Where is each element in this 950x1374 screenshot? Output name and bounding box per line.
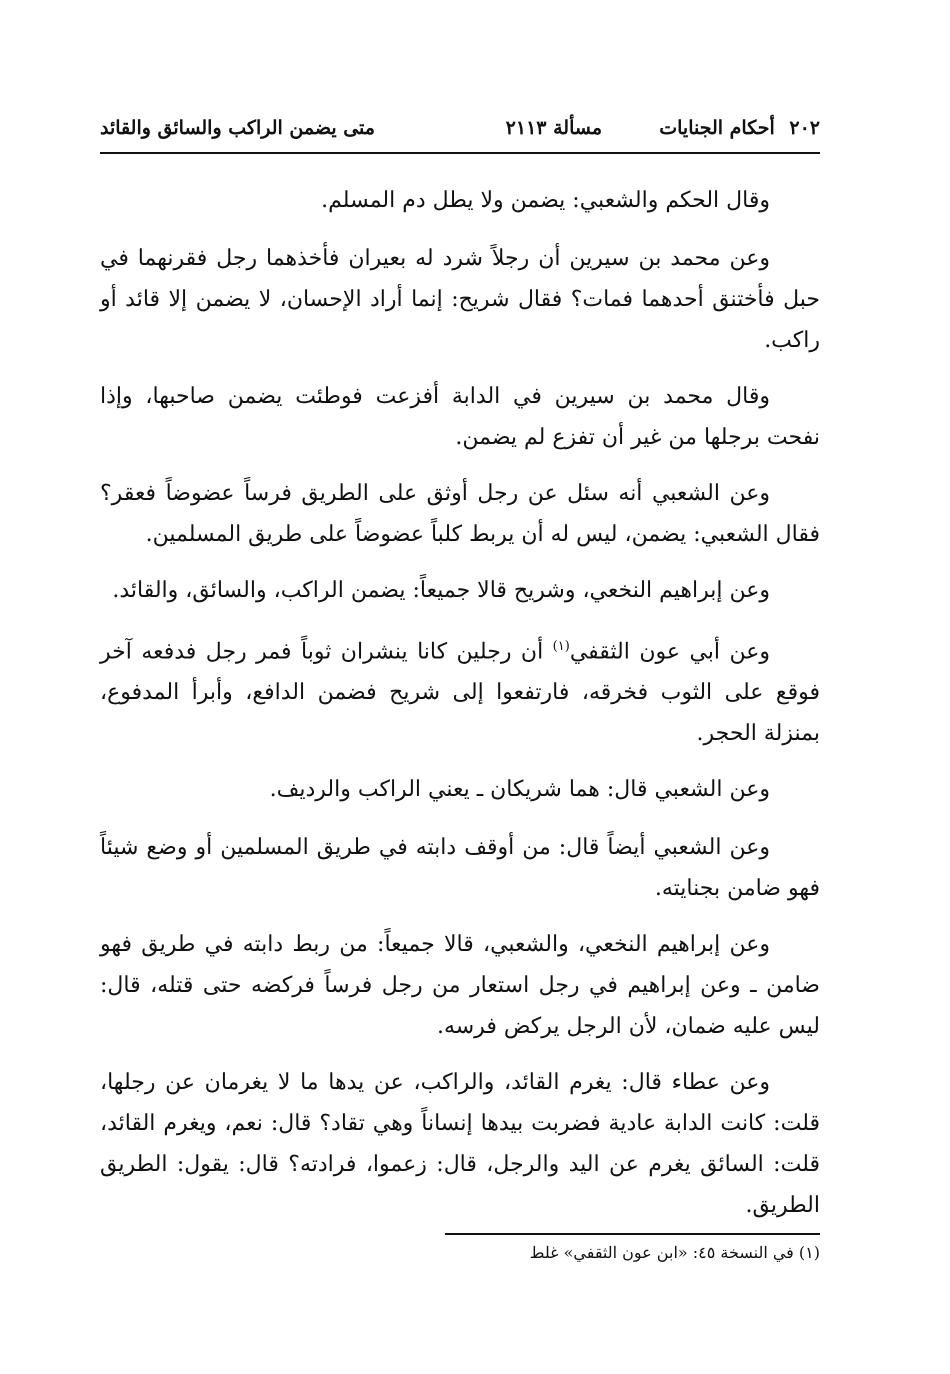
paragraph-with-footnote [100, 626, 820, 754]
paragraph: وعن إبراهيم النخعي، وشريح قالا جميعاً: يضمن الراكب، والسائق، والقائد. [112, 578, 770, 603]
issue-number: مسألة ٢١١٣ [505, 117, 602, 139]
paragraph: وعن الشعبي أنه سئل عن رجل أوثق على الطريق فرساً عضوضاً فعقر؟ فقال الشعبي: يضمن، ليس له أن يربط كلباً عضوضاً على طريق المسلمين. [100, 481, 820, 547]
paragraph: وقال الحكم والشعبي: يضمن ولا يطل دم المسلم. [321, 188, 770, 213]
paragraph: وعن الشعبي قال: هما شريكان ـ يعني الراكب والرديف. [269, 777, 770, 803]
running-header [100, 108, 820, 148]
book-title: أحكام الجنايات [659, 117, 775, 139]
paragraph-text-start: وعن أبي عون الثقفي [569, 639, 771, 665]
paragraph: وقال محمد بن سيرين في الدابة أفزعت فوطئت يضمن صاحبها، وإذا نفحت برجلها من غير أن تفزع لم يضمن. [100, 384, 820, 450]
chapter-topic: متى يضمن الراكب والسائق والقائد [100, 117, 375, 139]
paragraph: وعن عطاء قال: يغرم القائد، والراكب، عن يدها ما لا يغرمان عن رجلها، قلت: كانت الدابة عادية فضربت بيدها إنساناً وهي تقاد؟ قال: نعم، ويغرم القائد، قلت: السائق يغرم عن اليد والرجل، قال: زعموا، فرادته؟ قال: يقول: الطريق الطريق. [100, 1070, 820, 1219]
book-page [100, 108, 820, 1241]
paragraph-text-rest: أن رجلين كانا ينشران ثوباً فمر رجل فدفعه آخر فوقع على الثوب فخرقه، فارتفعوا إلى شريح فضمن الدافع، وأبرأ المدفوع، بمنزلة الحجر. [100, 639, 820, 747]
paragraph: وعن محمد بن سيرين أن رجلاً شرد له بعيران فأخذهما رجل فقرنهما في حبل فأختنق أحدهما فمات؟ فقال شريح: إنما أراد الإحسان، لا يضمن إلا قائد أو راكب. [100, 246, 820, 353]
header-rule [100, 152, 820, 154]
body-text [100, 180, 820, 1226]
footnote: (١) في النسخة ٤٥: «ابن عون الثقفي» غلط [529, 1243, 820, 1262]
paragraph: وعن إبراهيم النخعي، والشعبي، قالا جميعاً: من ربط دابته في طريق فهو ضامن ـ وعن إبراهيم في رجل استعار من رجل فرساً فركضه حتى قتله، قال: ليس عليه ضمان، لأن الرجل يركض فرسه. [100, 932, 820, 1040]
footnote-reference: (١) [552, 639, 570, 654]
paragraph: وعن الشعبي أيضاً قال: من أوقف دابته في طريق المسلمين أو وضع شيئاً فهو ضامن بجنايته. [100, 835, 820, 902]
page-number: ٢٠٢ [789, 117, 820, 139]
footnote-rule [445, 1233, 820, 1235]
header-book-info [659, 108, 820, 148]
footnotes [100, 1233, 820, 1265]
